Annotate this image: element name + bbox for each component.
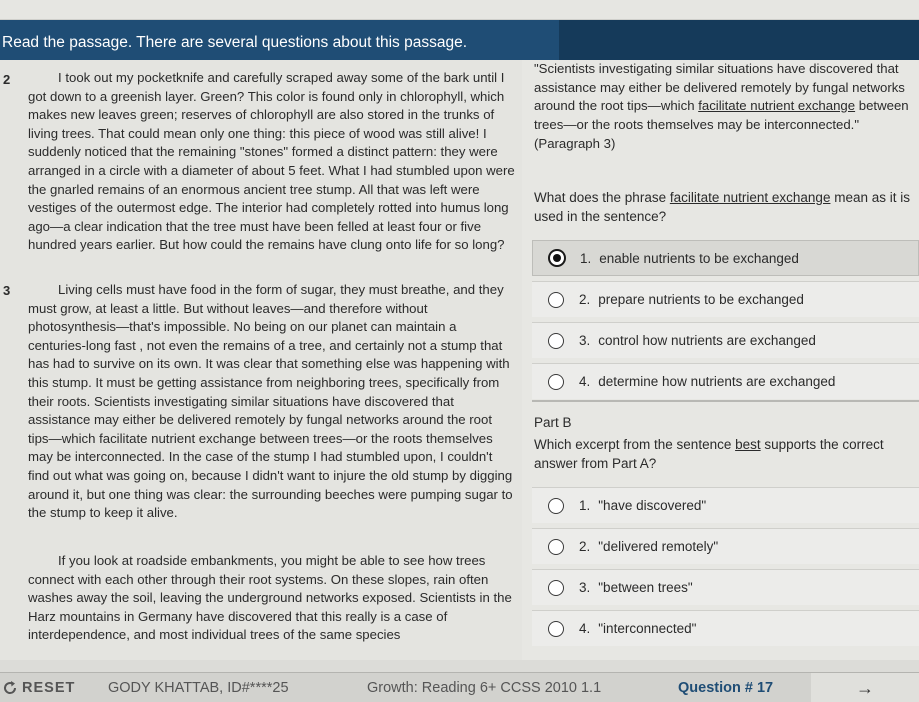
option-label: "interconnected" (598, 621, 697, 636)
option-label: control how nutrients are exchanged (598, 333, 816, 348)
option-number: 2. (579, 292, 591, 307)
paragraph-text: I took out my pocketknife and carefully scraped away some of the bark until I got down to a greenish layer. Green? This color is found only in chlorophyll, which makes new leaves green; reserves of chlorophyll are also stored in the trunks of living trees. That could mean only one thing: this piece of wood was still alive! I suddenly noticed that the remaining "stones" formed a distinct pattern: they were arranged in a circle with a diameter of about 5 feet. What I had stumbled upon were the gnarled remains of an enormous ancient tree stump. All that was left were vestiges of the outermost edge. The interior had completely rotted into humus long ago—a clear indication that the tree must have been felled at least four or five hundred years earlier. But how could the remains have clung onto life for so long? (28, 70, 515, 253)
next-arrow-icon: → (856, 677, 874, 698)
paragraph (28, 552, 516, 645)
reset-button[interactable] (2, 680, 75, 696)
option-number: 3. (579, 333, 591, 348)
question-underlined-word: best (735, 437, 761, 452)
quoted-sentence (534, 60, 914, 154)
option-number: 2. (579, 539, 591, 554)
radio-icon[interactable] (548, 292, 564, 308)
quote-text: "Scientists investigating similar situations have discovered that assistance may either be delivered remotely by fungal networks around the root tips—which (534, 61, 905, 113)
question-number: Question # 17 (678, 680, 774, 696)
option-number: 1. (579, 498, 591, 513)
part-b-heading: Part B (534, 415, 572, 430)
test-name: Growth: Reading 6+ CCSS 2010 1.1 (367, 680, 602, 696)
option-label: prepare nutrients to be exchanged (598, 292, 804, 307)
paragraph (28, 281, 516, 523)
radio-selected-icon[interactable] (548, 249, 566, 267)
option-number: 4. (579, 621, 591, 636)
option-number: 4. (579, 374, 591, 389)
question-text-end: supports the correct answer from Part A? (534, 437, 884, 471)
radio-icon[interactable] (548, 539, 564, 555)
radio-icon[interactable] (548, 621, 564, 637)
paragraph-text: If you look at roadside embankments, you might be able to see how trees connect with each other through their root systems. On these slopes, rain often washes away the soil, leaving the underground networks exposed. Scientists in the Harz mountains in Germany have discovered that this really is a case of interdependence, and most individual trees of the same species (28, 553, 512, 643)
paragraph-number: 3 (3, 283, 11, 298)
student-name: GODY KHATTAB, ID#****25 (108, 680, 289, 696)
passage-panel (0, 60, 522, 660)
part-a-option-3[interactable] (532, 322, 919, 358)
banner-dark-segment (559, 20, 919, 60)
option-label: "have discovered" (598, 498, 707, 513)
part-divider (532, 400, 919, 402)
part-a-option-4[interactable] (532, 363, 919, 399)
question-panel (522, 60, 919, 660)
radio-icon[interactable] (548, 580, 564, 596)
question-text: Which excerpt from the sentence (534, 437, 736, 452)
paragraph-number: 2 (3, 72, 11, 87)
option-label: "delivered remotely" (598, 539, 719, 554)
top-strip (0, 0, 919, 20)
part-b-option-1[interactable] (532, 487, 919, 523)
quote-text-end: between trees—or the roots themselves may be interconnected." (534, 98, 909, 132)
banner-title: Read the passage. There are several questions about this passage. (2, 34, 468, 51)
part-b-option-2[interactable] (532, 528, 919, 564)
radio-icon[interactable] (548, 498, 564, 514)
footer-bar (0, 672, 919, 702)
reset-label: RESET (22, 680, 76, 696)
part-a-question (534, 188, 914, 226)
reset-icon (2, 680, 18, 696)
part-a-option-2[interactable] (532, 281, 919, 317)
question-text-end: mean as it is used in the sentence? (534, 190, 910, 224)
quote-reference: (Paragraph 3) (534, 136, 616, 151)
option-number: 3. (579, 580, 591, 595)
quote-underlined-phrase: facilitate nutrient exchange (698, 98, 856, 113)
instruction-banner (0, 20, 919, 60)
option-label: determine how nutrients are exchanged (598, 374, 836, 389)
option-number: 1. (580, 250, 592, 266)
part-b-option-4[interactable] (532, 610, 919, 646)
radio-icon[interactable] (548, 374, 564, 390)
option-label: enable nutrients to be exchanged (599, 250, 799, 266)
paragraph (28, 69, 516, 255)
part-a-option-1[interactable] (532, 240, 919, 276)
radio-icon[interactable] (548, 333, 564, 349)
part-b-question (534, 435, 914, 473)
question-underlined-phrase: facilitate nutrient exchange (669, 190, 831, 205)
paragraph-text: Living cells must have food in the form of sugar, they must breathe, and they must grow, at least a little. But without leaves—and therefore without photosynthesis—that's impossible. No being on our planet can maintain a centuries-long fast , not even the remains of a tree, and certainly not a stump that has had to survive on its own. It was clear that something else was happening with this stump. It must be getting assistance from neighboring trees, specifically from their roots. Scientists investigating similar situations have discovered that assistance may either be delivered remotely by fungal networks around the root tips—which facilitate nutrient exchange between trees—or the roots themselves may be interconnected. In the case of the stump I had stumbled upon, I couldn't find out what was going on, because I didn't want to injure the old stump by digging around it, but one thing was clear: the surrounding beeches were pumping sugar to the stump to keep it alive. (28, 282, 513, 521)
option-label: "between trees" (598, 580, 693, 595)
question-text: What does the phrase (534, 190, 670, 205)
part-b-option-3[interactable] (532, 569, 919, 605)
next-button[interactable] (811, 673, 919, 702)
